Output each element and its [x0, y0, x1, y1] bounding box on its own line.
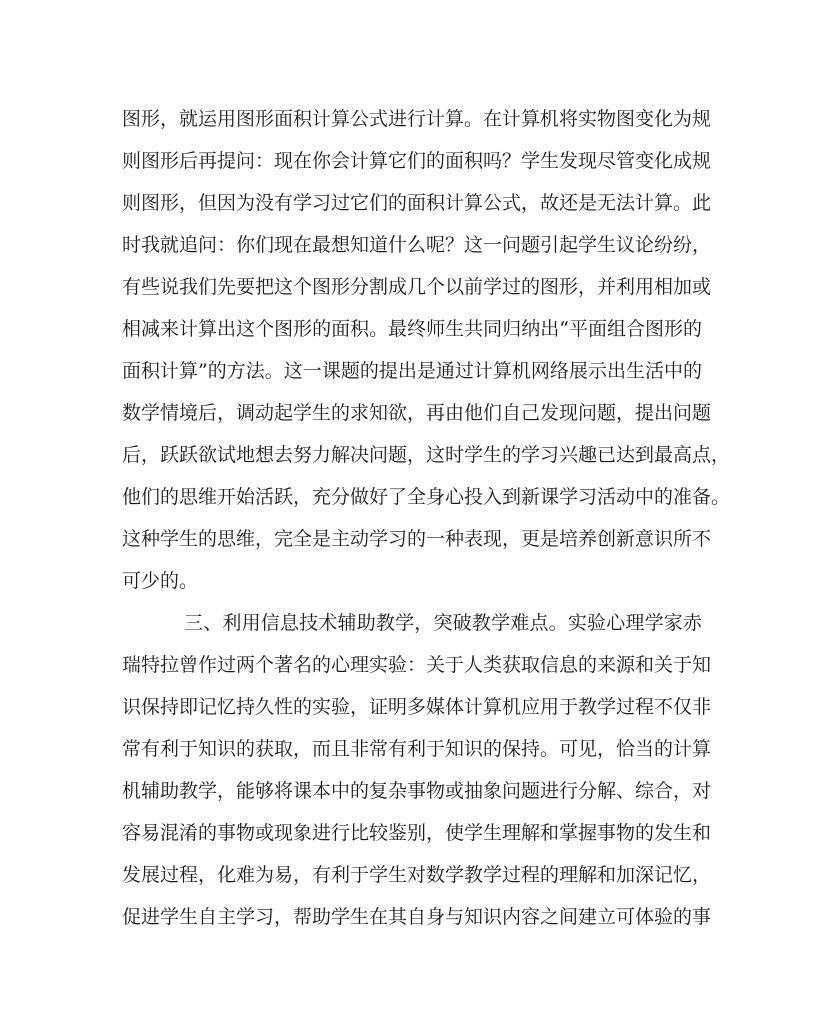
text-line: 发展过程，化难为易，有利于学生对数学教学过程的理解和加深记忆，: [122, 864, 712, 886]
text-line: 三、利用信息技术辅助教学，突破教学难点。实验心理学家赤: [184, 612, 702, 634]
text-line: 则图形后再提问：现在你会计算它们的面积吗？学生发现尽管变化成规: [122, 150, 712, 172]
text-line: 图形，就运用图形面积计算公式进行计算。在计算机将实物图变化为规: [122, 108, 712, 130]
text-line: 面积计算”的方法。这一课题的提出是通过计算机网络展示出生活中的: [122, 360, 702, 382]
text-line: 促进学生自主学习，帮助学生在其自身与知识内容之间建立可体验的事: [122, 906, 712, 928]
text-line: 后，跃跃欲试地想去努力解决问题，这时学生的学习兴趣已达到最高点，: [122, 444, 731, 466]
text-line: 瑞特拉曾作过两个著名的心理实验：关于人类获取信息的来源和关于知: [122, 654, 712, 676]
text-line: 时我就追问：你们现在最想知道什么呢？这一问题引起学生议论纷纷，: [122, 234, 712, 256]
text-line: 可少的。: [122, 570, 199, 592]
text-line: 常有利于知识的获取，而且非常有利于知识的保持。可见，恰当的计算: [122, 738, 712, 760]
text-line: 数学情境后，调动起学生的求知欲，再由他们自己发现问题，提出问题: [122, 402, 712, 424]
text-line: 容易混淆的事物或现象进行比较鉴别，使学生理解和掌握事物的发生和: [122, 822, 712, 844]
text-line: 相减来计算出这个图形的面积。最终师生共同归纳出“平面组合图形的: [122, 318, 702, 340]
text-line: 这种学生的思维，完全是主动学习的一种表现，更是培养创新意识所不: [122, 528, 712, 550]
text-line: 他们的思维开始活跃，充分做好了全身心投入到新课学习活动中的准备。: [122, 486, 731, 508]
text-line: 则图形，但因为没有学习过它们的面积计算公式，故还是无法计算。此: [122, 192, 712, 214]
text-line: 机辅助教学，能够将课本中的复杂事物或抽象问题进行分解、综合，对: [122, 780, 712, 802]
text-line: 识保持即记忆持久性的实验，证明多媒体计算机应用于教学过程不仅非: [122, 696, 712, 718]
text-line: 有些说我们先要把这个图形分割成几个以前学过的图形，并利用相加或: [122, 276, 712, 298]
